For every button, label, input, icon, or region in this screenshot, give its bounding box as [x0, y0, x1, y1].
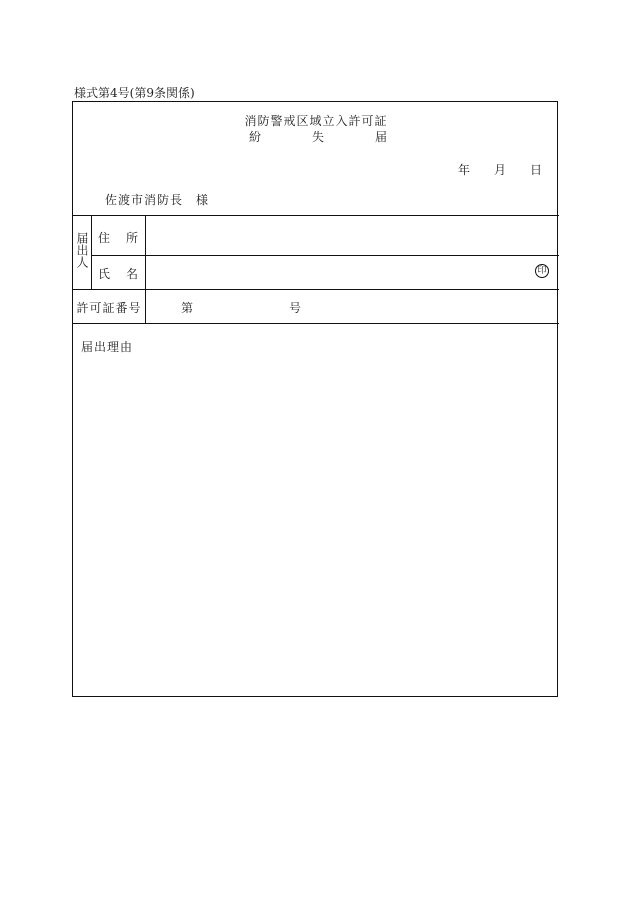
year-label: 年	[458, 163, 471, 177]
month-label: 月	[493, 163, 506, 177]
applicant-group-label: 届出人	[75, 232, 89, 268]
reason-field[interactable]	[81, 356, 549, 686]
divider-permit-bottom	[73, 323, 559, 324]
name-label-char-2: 名	[125, 267, 138, 281]
notification-form	[72, 101, 558, 697]
subtitle-char-1: 紛	[249, 130, 262, 144]
name-label-char-1: 氏	[98, 267, 111, 281]
addressee: 佐渡市消防長 様	[105, 193, 210, 207]
permit-number-prefix: 第	[181, 301, 194, 315]
address-label	[91, 229, 145, 246]
address-label-char-1: 住	[98, 231, 111, 245]
permit-number-suffix: 号	[288, 301, 301, 315]
permit-number-field[interactable]	[181, 299, 301, 316]
permit-number-label: 許可証番号	[76, 301, 142, 315]
subtitle-char-2: 失	[311, 130, 324, 144]
name-label	[91, 265, 145, 282]
name-field[interactable]	[146, 256, 526, 288]
seal-mark: 印	[535, 264, 549, 278]
form-subtitle	[249, 128, 387, 145]
form-number: 様式第4号(第9条関係)	[74, 86, 195, 100]
form-title: 消防警戒区域立入許可証	[244, 114, 388, 128]
day-label: 日	[529, 163, 542, 177]
subtitle-char-3: 届	[374, 130, 387, 144]
address-field[interactable]	[146, 216, 558, 254]
date-field[interactable]	[458, 161, 542, 178]
address-label-char-2: 所	[125, 231, 138, 245]
reason-label: 届出理由	[81, 340, 134, 354]
